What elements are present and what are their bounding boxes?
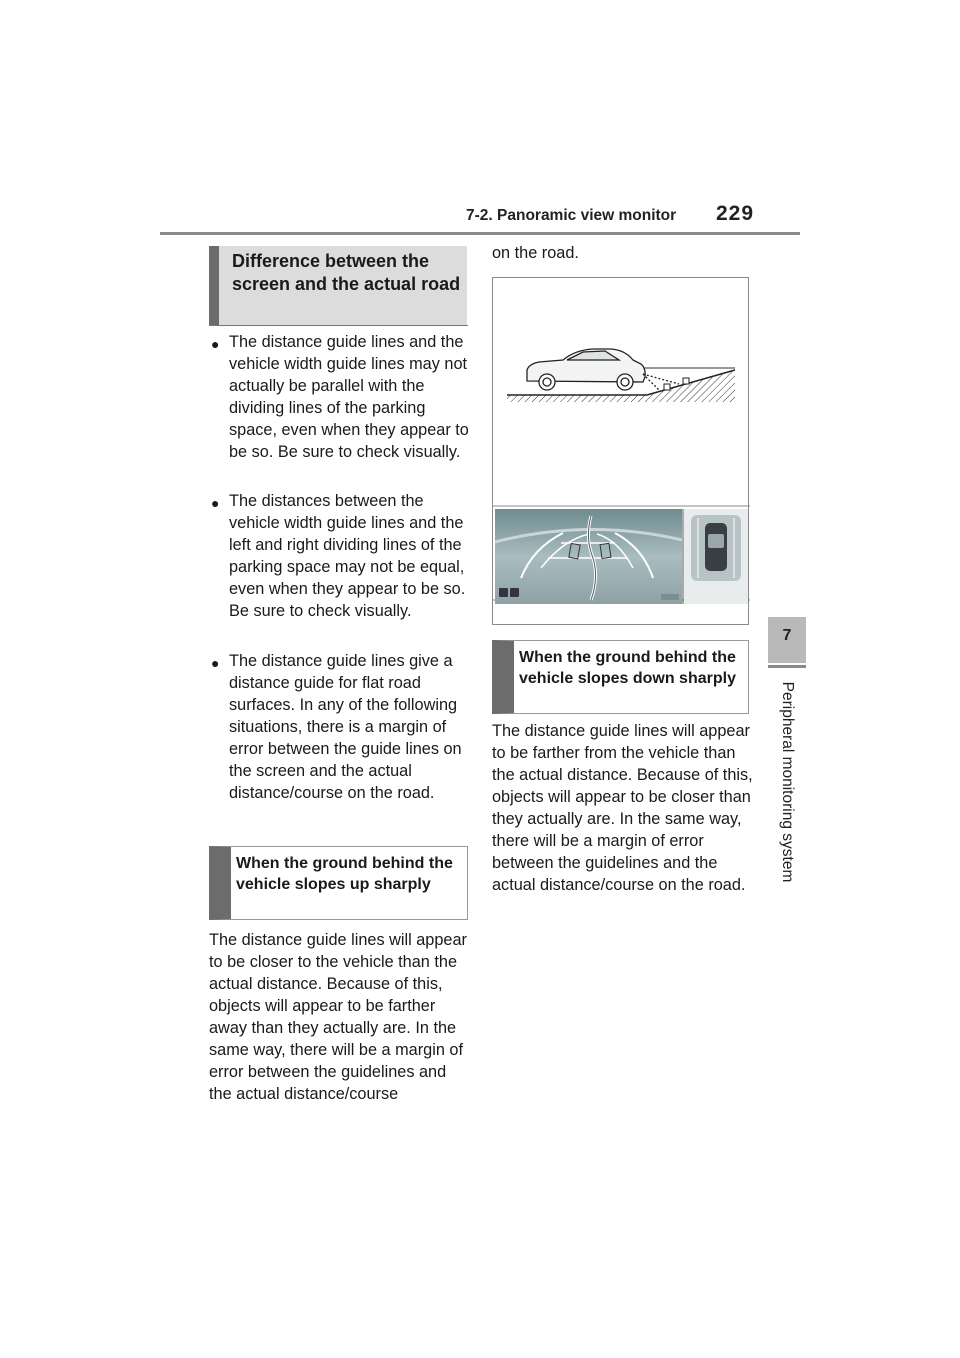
chapter-tab-rule xyxy=(768,665,806,668)
bullet-text: The distance guide lines and the vehicle width guide lines may not actually be parallel with the dividing lines of the parking space, even when they appear to be so. Be sure to check visually. xyxy=(229,333,469,461)
page-number: 229 xyxy=(716,202,755,225)
vehicle-side-icon xyxy=(527,349,679,390)
header-rule xyxy=(160,232,800,235)
main-heading-box xyxy=(209,246,467,326)
slope-up-text-continued: on the road. xyxy=(492,244,579,262)
bullet-text: The distances between the vehicle width guide lines and the left and right dividing lines of the parking space may not be equal, even when they appear to be so. Be sure to check visually. xyxy=(229,492,466,620)
bullet-item xyxy=(209,331,467,491)
slope-up-heading: When the ground behind the vehicle slopes up sharply xyxy=(236,855,453,893)
section-title: 7-2. Panoramic view monitor xyxy=(466,207,677,224)
chapter-number: 7 xyxy=(782,627,792,644)
slope-up-heading-box xyxy=(209,846,468,920)
slope-up-text: The distance guide lines will appear to be closer to the vehicle than the actual distance. Because of this, objects will appear to be farther away than they actually are. In the same way, there will be a margin of error between the guidelines and the actual distance/course xyxy=(209,931,467,1103)
main-heading-rule xyxy=(209,325,468,326)
bullet-icon: ● xyxy=(211,655,220,671)
slope-down-text: The distance guide lines will appear to be farther from the vehicle than the actual distance. Because of this, objects will appear to be closer than they actually are. In the same way, there will be a margin of error between the guidelines and the actual distance/course on the road. xyxy=(492,722,753,894)
bullet-icon: ● xyxy=(211,495,220,511)
bullet-icon: ● xyxy=(211,336,220,352)
slope-diagram xyxy=(493,278,750,626)
slope-illustration xyxy=(492,277,749,625)
slope-down-heading-box xyxy=(492,640,749,714)
main-heading: Difference between the screen and the actual road xyxy=(232,251,461,294)
bullet-item xyxy=(209,490,467,650)
guide-marker xyxy=(683,378,689,384)
bullet-text: The distance guide lines give a distance guide for flat road surfaces. In any of the following situations, there is a margin of error between the guide lines on the screen and the actual distance/course on the road. xyxy=(229,652,462,802)
slope-down-heading: When the ground behind the vehicle slopes down sharply xyxy=(519,649,736,687)
monitor-screen xyxy=(493,506,750,604)
guide-marker xyxy=(664,384,670,390)
chapter-title: Peripheral monitoring system xyxy=(779,681,796,883)
bullet-item xyxy=(209,650,467,830)
